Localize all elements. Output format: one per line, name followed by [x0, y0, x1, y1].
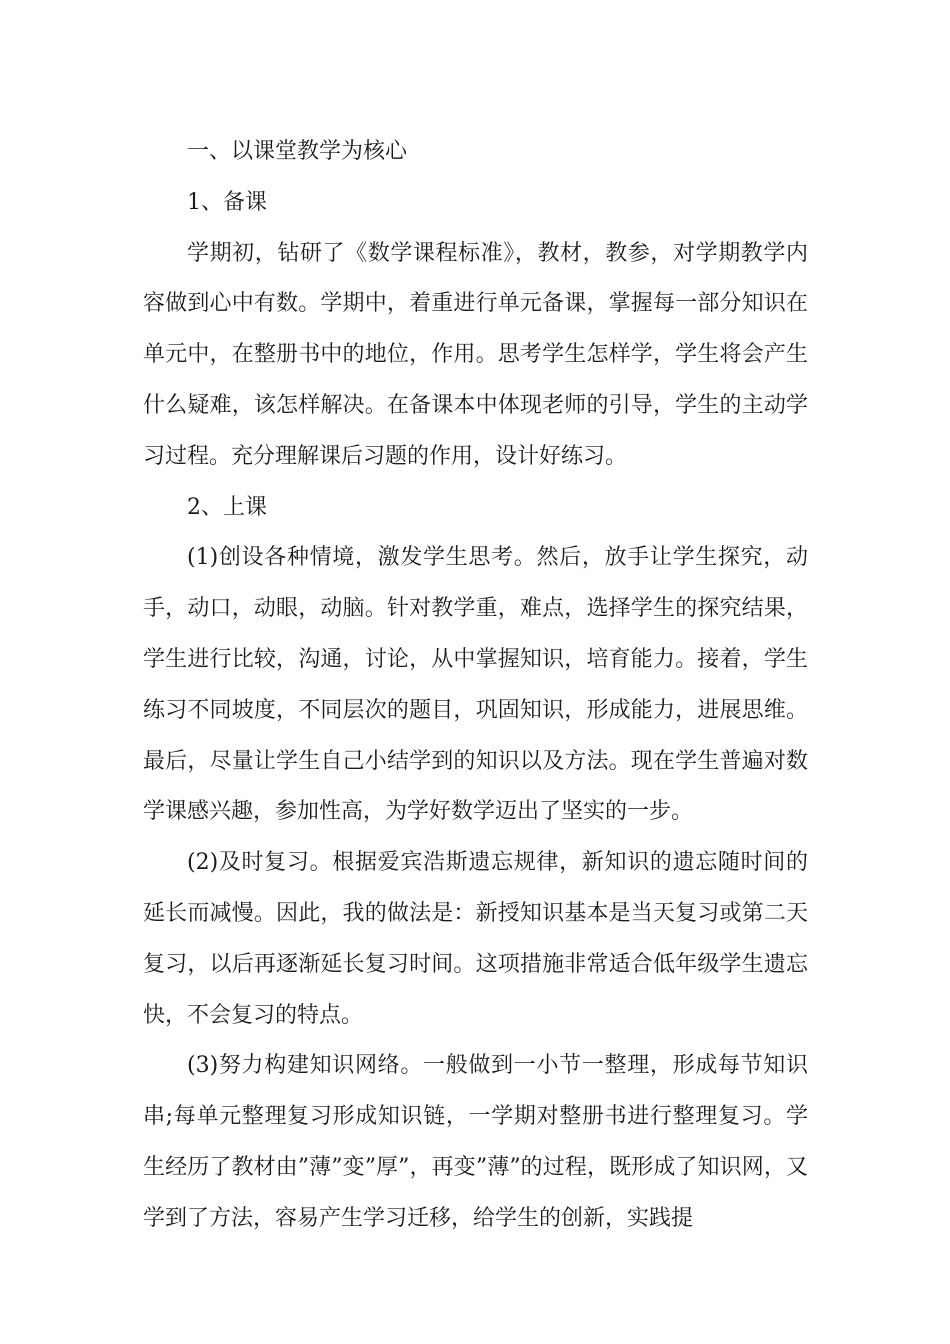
document-body: [143, 127, 808, 1245]
paragraph-class-item-1: (1)创设各种情境，激发学生思考。然后，放手让学生探究，动手，动口，动眼，动脑。针对教学重，难点，选择学生的探究结果，学生进行比较，沟通，讨论，从中掌握知识，培育能力。接着，学生练习不同坡度，不同层次的题目，巩固知识，形成能力，进展思维。最后，尽量让学生自己小结学到的知识以及方法。现在学生普遍对数学课感兴趣，参加性高，为学好数学迈出了坚实的一步。: [143, 545, 808, 825]
paragraph-class-item-3: (3)努力构建知识网络。一般做到一小节一整理，形成每节知识串;每单元整理复习形成知识链，一学期对整册书进行整理复习。学生经历了教材由”薄”变”厚”，再变”薄”的过程，既形成了知识网，又学到了方法，容易产生学习迁移，给学生的创新，实践提: [143, 1053, 808, 1231]
section-heading: 一、以课堂教学为核心: [187, 139, 408, 164]
paragraph-class-item-2: (2)及时复习。根据爱宾浩斯遗忘规律，新知识的遗忘随时间的延长而减慢。因此，我的做法是：新授知识基本是当天复习或第二天复习，以后再逐渐延长复习时间。这项措施非常适合低年级学生遗忘快，不会复习的特点。: [143, 850, 808, 1028]
subsection-heading-class: 2、上课: [187, 494, 267, 520]
subsection-heading-lesson-prep: 1、备课: [187, 189, 267, 215]
paragraph-lesson-prep: 学期初，钻研了《数学课程标准》，教材，教参，对学期教学内容做到心中有数。学期中，着重进行单元备课，掌握每一部分知识在单元中，在整册书中的地位，作用。思考学生怎样学，学生将会产生什么疑难，该怎样解决。在备课本中体现老师的引导，学生的主动学习过程。充分理解课后习题的作用，设计好练习。: [143, 240, 808, 469]
